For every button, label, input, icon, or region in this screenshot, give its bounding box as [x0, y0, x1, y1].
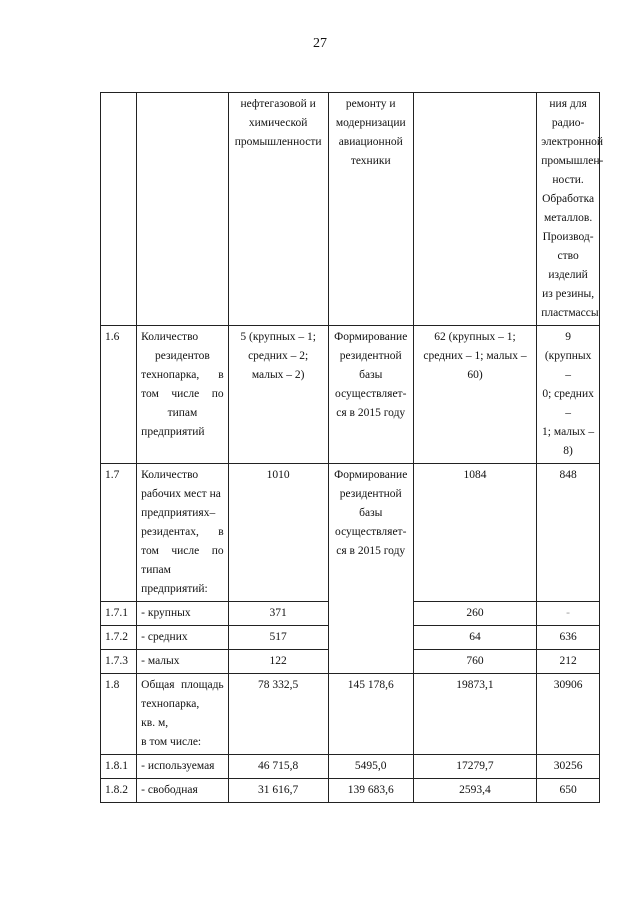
- cell-label: - средних: [137, 626, 229, 650]
- cell-col3: 1010: [228, 464, 328, 602]
- label-line: типам: [141, 564, 171, 576]
- cell-col4: 139 683,6: [328, 779, 413, 803]
- cell-col5: 62 (крупных – 1; средних – 1; малых – 60): [413, 326, 536, 464]
- cell-col5: 760: [413, 650, 536, 674]
- cell-col5: 260: [413, 602, 536, 626]
- cell-col5: 17279,7: [413, 755, 536, 779]
- cell-num: 1.7.2: [101, 626, 137, 650]
- table-row-1-7: [101, 464, 600, 602]
- label-line: Количество: [141, 469, 199, 481]
- cell-col5: 64: [413, 626, 536, 650]
- cell-col3: 517: [228, 626, 328, 650]
- cell-col3: 371: [228, 602, 328, 626]
- cell-col6: 30256: [537, 755, 600, 779]
- cell-col4: 145 178,6: [328, 674, 413, 755]
- cell-col3: 5 (крупных – 1; средних – 2; малых – 2): [228, 326, 328, 464]
- table-row-header-continuation: [101, 93, 600, 326]
- cell-col6: 650: [537, 779, 600, 803]
- label-line: предприятий:: [141, 583, 208, 595]
- cell-label: - крупных: [137, 602, 229, 626]
- cell-col6: ния для радио- электронной промышлен- ности. Обработка металлов. Производ- ство изделий из резины, пластмассы: [537, 93, 600, 326]
- cell-label: - свободная: [137, 779, 229, 803]
- label-line: предприятий: [141, 426, 205, 438]
- cell-num: 1.6: [101, 326, 137, 464]
- cell-col3: 122: [228, 650, 328, 674]
- cell-col3: нефтегазовой и химической промышленности: [228, 93, 328, 326]
- cell-num: 1.8.1: [101, 755, 137, 779]
- cell-col4-merged: Формирование резидентной базы осуществляет- ся в 2015 году: [328, 464, 413, 674]
- label-line: технопарка,: [141, 698, 200, 710]
- label-line: том числе по: [141, 388, 224, 400]
- cell-col5: [413, 93, 536, 326]
- cell-col5: 19873,1: [413, 674, 536, 755]
- cell-num: 1.7.1: [101, 602, 137, 626]
- table-row-1-8-1: [101, 755, 600, 779]
- cell-col6: 636: [537, 626, 600, 650]
- cell-num: 1.7: [101, 464, 137, 602]
- cell-col3: 31 616,7: [228, 779, 328, 803]
- label-line: резидентах, в: [141, 526, 224, 538]
- cell-col4: ремонту и модернизации авиационной техники: [328, 93, 413, 326]
- page-number: 27: [313, 36, 327, 51]
- cell-num: [101, 93, 137, 326]
- label-line: типам: [167, 407, 198, 419]
- cell-label: - используемая: [137, 755, 229, 779]
- label-line: предприятиях–: [141, 507, 216, 519]
- cell-col3: 46 715,8: [228, 755, 328, 779]
- cell-label: - малых: [137, 650, 229, 674]
- cell-col5: 1084: [413, 464, 536, 602]
- cell-col6: -: [537, 602, 600, 626]
- label-line: резидентов: [154, 350, 210, 362]
- cell-label: [137, 93, 229, 326]
- cell-col3: 78 332,5: [228, 674, 328, 755]
- table-row-1-8: [101, 674, 600, 755]
- table-row-1-6: [101, 326, 600, 464]
- cell-col6: 212: [537, 650, 600, 674]
- label-line: в том числе:: [141, 736, 202, 748]
- cell-col5: 2593,4: [413, 779, 536, 803]
- cell-col6: 30906: [537, 674, 600, 755]
- label-line: Количество: [141, 331, 199, 343]
- cell-col6: 848: [537, 464, 600, 602]
- cell-col4: Формирование резидентной базы осуществляет- ся в 2015 году: [328, 326, 413, 464]
- cell-num: 1.7.3: [101, 650, 137, 674]
- label-line: Общая площадь: [141, 679, 224, 691]
- label-line: рабочих мест на: [141, 488, 221, 500]
- cell-num: 1.8: [101, 674, 137, 755]
- cell-label: [137, 674, 229, 755]
- cell-label: [137, 326, 229, 464]
- cell-label: [137, 464, 229, 602]
- technopark-table: [100, 92, 604, 803]
- cell-col4: 5495,0: [328, 755, 413, 779]
- cell-num: 1.8.2: [101, 779, 137, 803]
- label-line: технопарка, в: [141, 369, 224, 381]
- table-row-1-8-2: [101, 779, 600, 803]
- cell-col6: 9 (крупных – 0; средних – 1; малых – 8): [537, 326, 600, 464]
- label-line: кв. м,: [141, 717, 169, 729]
- label-line: том числе по: [141, 545, 224, 557]
